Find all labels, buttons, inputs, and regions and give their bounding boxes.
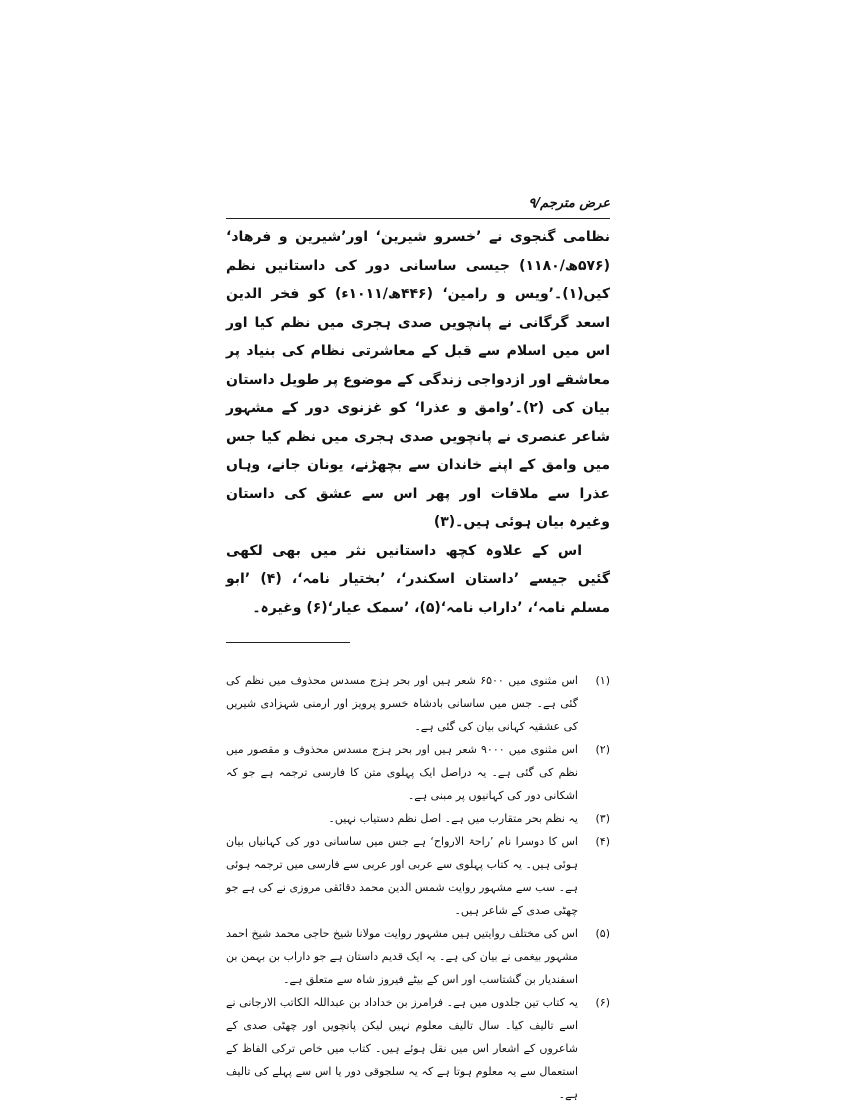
footnote [226, 830, 610, 922]
footnote-text: اس کی مختلف روایتیں ہیں مشہور روایت مولانا شیخ حاجی محمد شیخ احمد مشہور بیغمی نے بیان کی ہے۔ یہ ایک قدیم داستان ہے جو داراب بن بہمن بن اسفندیار بن گشتاسب اور اس کے بیٹے فیروز شاہ سے متعلق ہے۔ [226, 927, 578, 986]
footnote-text: یہ نظم بحر متقارب میں ہے۔ اصل نظم دستیاب نہیں۔ [328, 812, 578, 825]
footnote [226, 991, 610, 1106]
footnote-number: ( ۵ ) [578, 922, 610, 991]
footnote-number: ( ۴ ) [578, 830, 610, 922]
paragraph: اس کے علاوہ کچھ داستانیں نثر میں بھی لکھی گئیں جیسے ’داستان اسکندر‘، ’بختیار نامہ‘، (۴) ’ابو مسلم نامہ‘، ’داراب نامہ‘(۵)، ’سمک عیار‘(۶) وغیرہ۔ [226, 542, 610, 616]
footnote-number: ( ۲ ) [578, 738, 610, 807]
footnote-number: ( ۳ ) [578, 807, 610, 830]
footnote [226, 922, 610, 991]
footnote-text: اس کا دوسرا نام ’راحۃ الارواح‘ ہے جس میں ساسانی دور کی کہانیاں بیان ہوئی ہیں۔ یہ کتاب پہلوی سے عربی اور عربی سے فارسی میں ترجمہ ہوئی ہے۔ سب سے مشہور روایت شمس الدین محمد دقائقی مروزی نے کی ہے جو چھٹی صدی کے شاعر ہیں۔ [226, 835, 578, 917]
main-text [226, 223, 610, 622]
footnote [226, 738, 610, 807]
footnotes [226, 669, 610, 1106]
footnote-separator [226, 642, 350, 643]
footnote-text: یہ کتاب تین جلدوں میں ہے۔ فرامرز بن خداداد بن عبداللہ الکاتب الارجانی نے اسے تالیف کیا۔ سال تالیف معلوم نہیں لیکن پانچویں اور چھٹی صدی کے شاعروں کے اشعار اس میں نقل ہوئے ہیں۔ کتاب میں خاص ترکی الفاظ کے استعمال سے یہ معلوم ہوتا ہے کہ یہ سلجوقی دور یا اس سے پہلے کی تالیف ہے۔ [226, 996, 578, 1101]
running-header: عرض مترجم/۹ [226, 190, 610, 219]
footnote [226, 807, 610, 830]
footnote [226, 669, 610, 738]
footnote-number: ( ۶ ) [578, 991, 610, 1106]
book-page [226, 190, 610, 1101]
footnote-text: اس مثنوی میں ۹۰۰۰ شعر ہیں اور بحر ہزج مسدس محذوف و مقصور میں نظم کی گئی ہے۔ یہ دراصل ایک پہلوی متن کا فارسی ترجمہ ہے جو کہ اشکانی دور کی کہانیوں پر مبنی ہے۔ [226, 743, 578, 802]
footnote-text: اس مثنوی میں ۶۵۰۰ شعر ہیں اور بحر ہزج مسدس محذوف میں نظم کی گئی ہے۔ جس میں ساسانی بادشاہ خسرو پرویز اور ارمنی شہزادی شیریں کی عشقیہ کہانی بیان کی گئی ہے۔ [226, 674, 578, 733]
footnote-number: ( ۱ ) [578, 669, 610, 738]
paragraph: نظامی گنجوی نے ’خسرو شیرین‘ اور’شیرین و فرهاد‘ (۵۷۶ھ/۱۱۸۰) جیسی ساسانی دور کی داستانیں نظم کیں(۱)۔’ویس و رامین‘ (۴۴۶ھ/۱۰۱۱ء) کو فخر الدین اسعد گرگانی نے پانچویں صدی ہجری میں نظم کیا اور اس میں اسلام سے قبل کے معاشرتی نظام کی بنیاد پر معاشقے اور ازدواجی زندگی کے موضوع پر طویل داستان بیان کی (۲)۔’وامق و عذرا‘ کو غزنوی دور کے مشہور شاعر عنصری نے پانچویں صدی ہجری میں نظم کیا جس میں وامق کے اپنے خاندان سے بچھڑنے، یونان جانے، وہاں عذرا سے ملاقات اور پھر اس سے عشق کی داستان وغیرہ بیان ہوئی ہیں۔(۳) [226, 229, 610, 530]
